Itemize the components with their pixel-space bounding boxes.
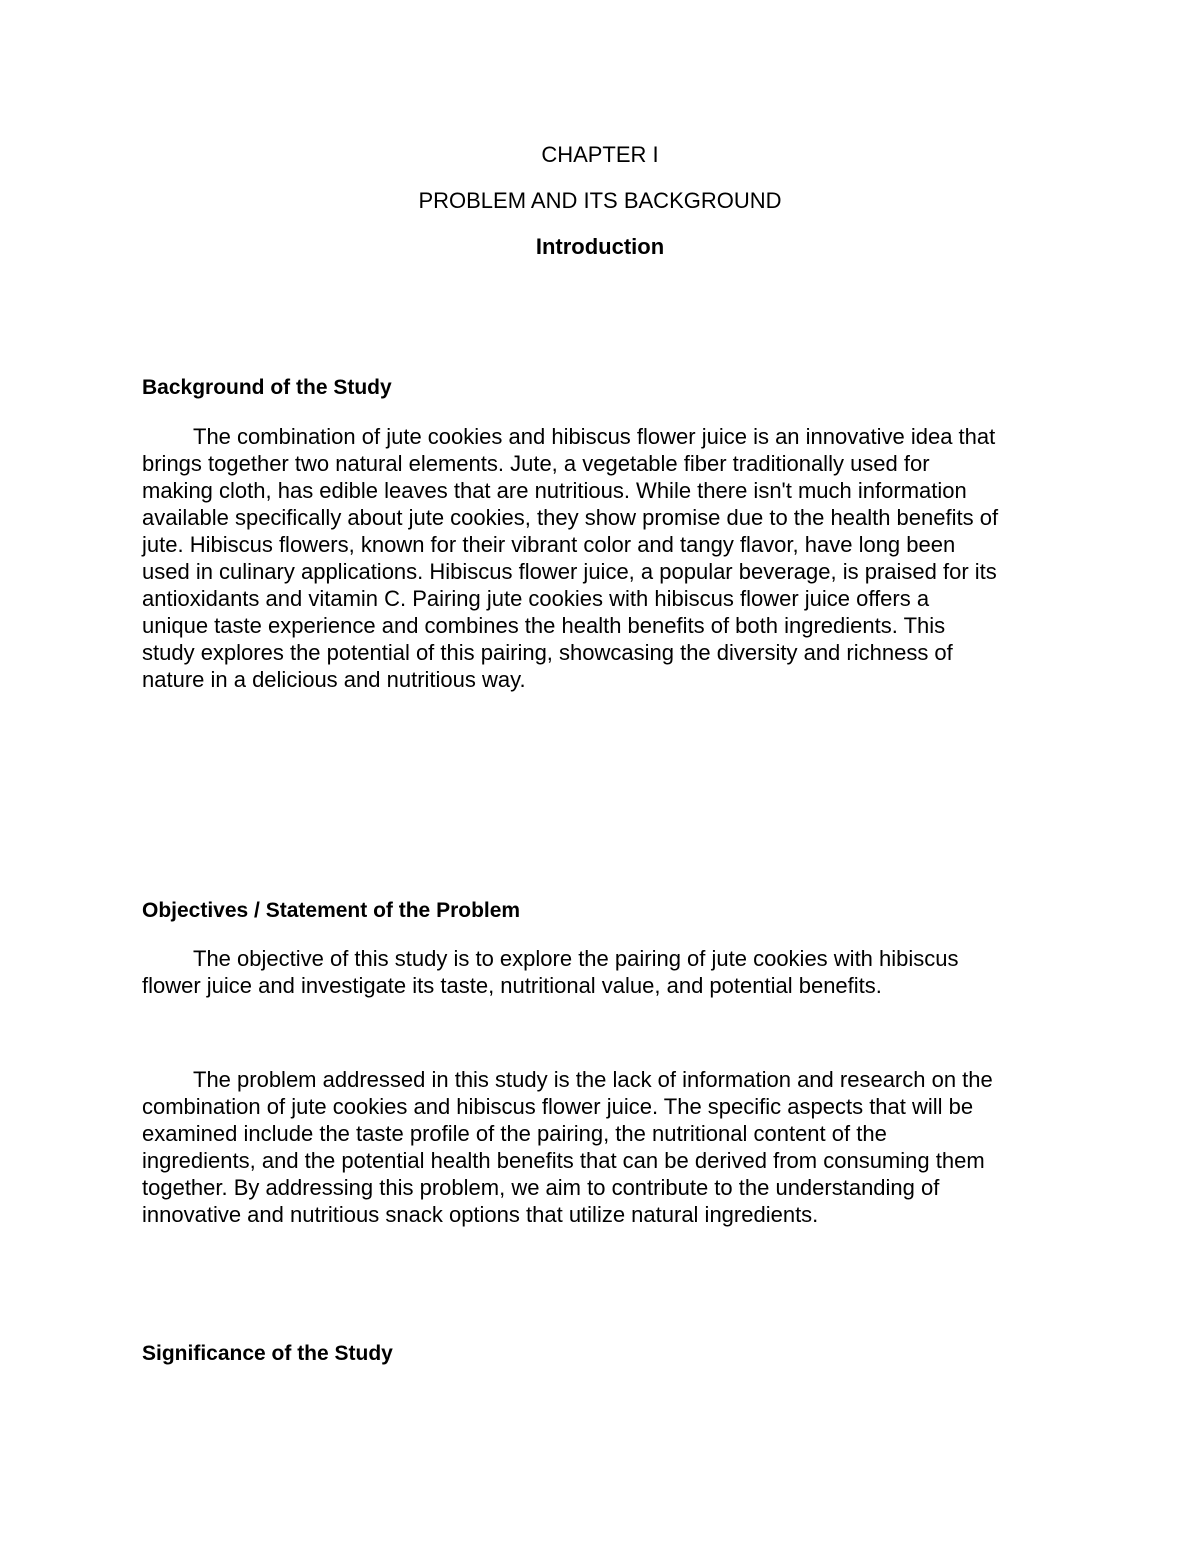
problem-line: combination of jute cookies and hibiscus flower juice. The specific aspects that will be	[142, 1094, 974, 1119]
background-line: brings together two natural elements. Jute, a vegetable fiber traditionally used for	[142, 451, 930, 476]
background-line: jute. Hibiscus flowers, known for their vibrant color and tangy flavor, have long been	[142, 532, 956, 557]
background-line: making cloth, has edible leaves that are nutritious. While there isn't much information	[142, 478, 967, 503]
problem-line: examined include the taste profile of the pairing, the nutritional content of the	[142, 1121, 887, 1146]
problem-line: innovative and nutritious snack options that utilize natural ingredients.	[142, 1202, 819, 1227]
objectives-heading: Objectives / Statement of the Problem	[142, 899, 521, 922]
background-line: available specifically about jute cookies, they show promise due to the health benefits of	[142, 505, 999, 530]
chapter-title: PROBLEM AND ITS BACKGROUND	[418, 188, 782, 213]
background-line: unique taste experience and combines the health benefits of both ingredients. This	[142, 613, 946, 638]
objective-line: flower juice and investigate its taste, nutritional value, and potential benefits.	[142, 973, 882, 998]
problem-line: together. By addressing this problem, we aim to contribute to the understanding of	[142, 1175, 940, 1200]
problem-line: The problem addressed in this study is the lack of information and research on the	[193, 1067, 993, 1092]
objective-line: The objective of this study is to explore the pairing of jute cookies with hibiscus	[193, 946, 959, 971]
background-line: study explores the potential of this pairing, showcasing the diversity and richness of	[142, 640, 953, 665]
significance-heading: Significance of the Study	[142, 1342, 393, 1365]
problem-line: ingredients, and the potential health benefits that can be derived from consuming them	[142, 1148, 985, 1173]
background-line: The combination of jute cookies and hibiscus flower juice is an innovative idea that	[193, 424, 996, 449]
problem-paragraph	[142, 1066, 1082, 1228]
objective-paragraph	[142, 945, 1082, 999]
background-line: antioxidants and vitamin C. Pairing jute cookies with hibiscus flower juice offers a	[142, 586, 930, 611]
background-line: used in culinary applications. Hibiscus flower juice, a popular beverage, is praised for its	[142, 559, 997, 584]
background-line: nature in a delicious and nutritious way.	[142, 667, 526, 692]
background-heading: Background of the Study	[142, 376, 392, 399]
background-paragraph	[142, 423, 1082, 693]
introduction-heading: Introduction	[535, 234, 665, 259]
chapter-number: CHAPTER I	[541, 142, 659, 167]
